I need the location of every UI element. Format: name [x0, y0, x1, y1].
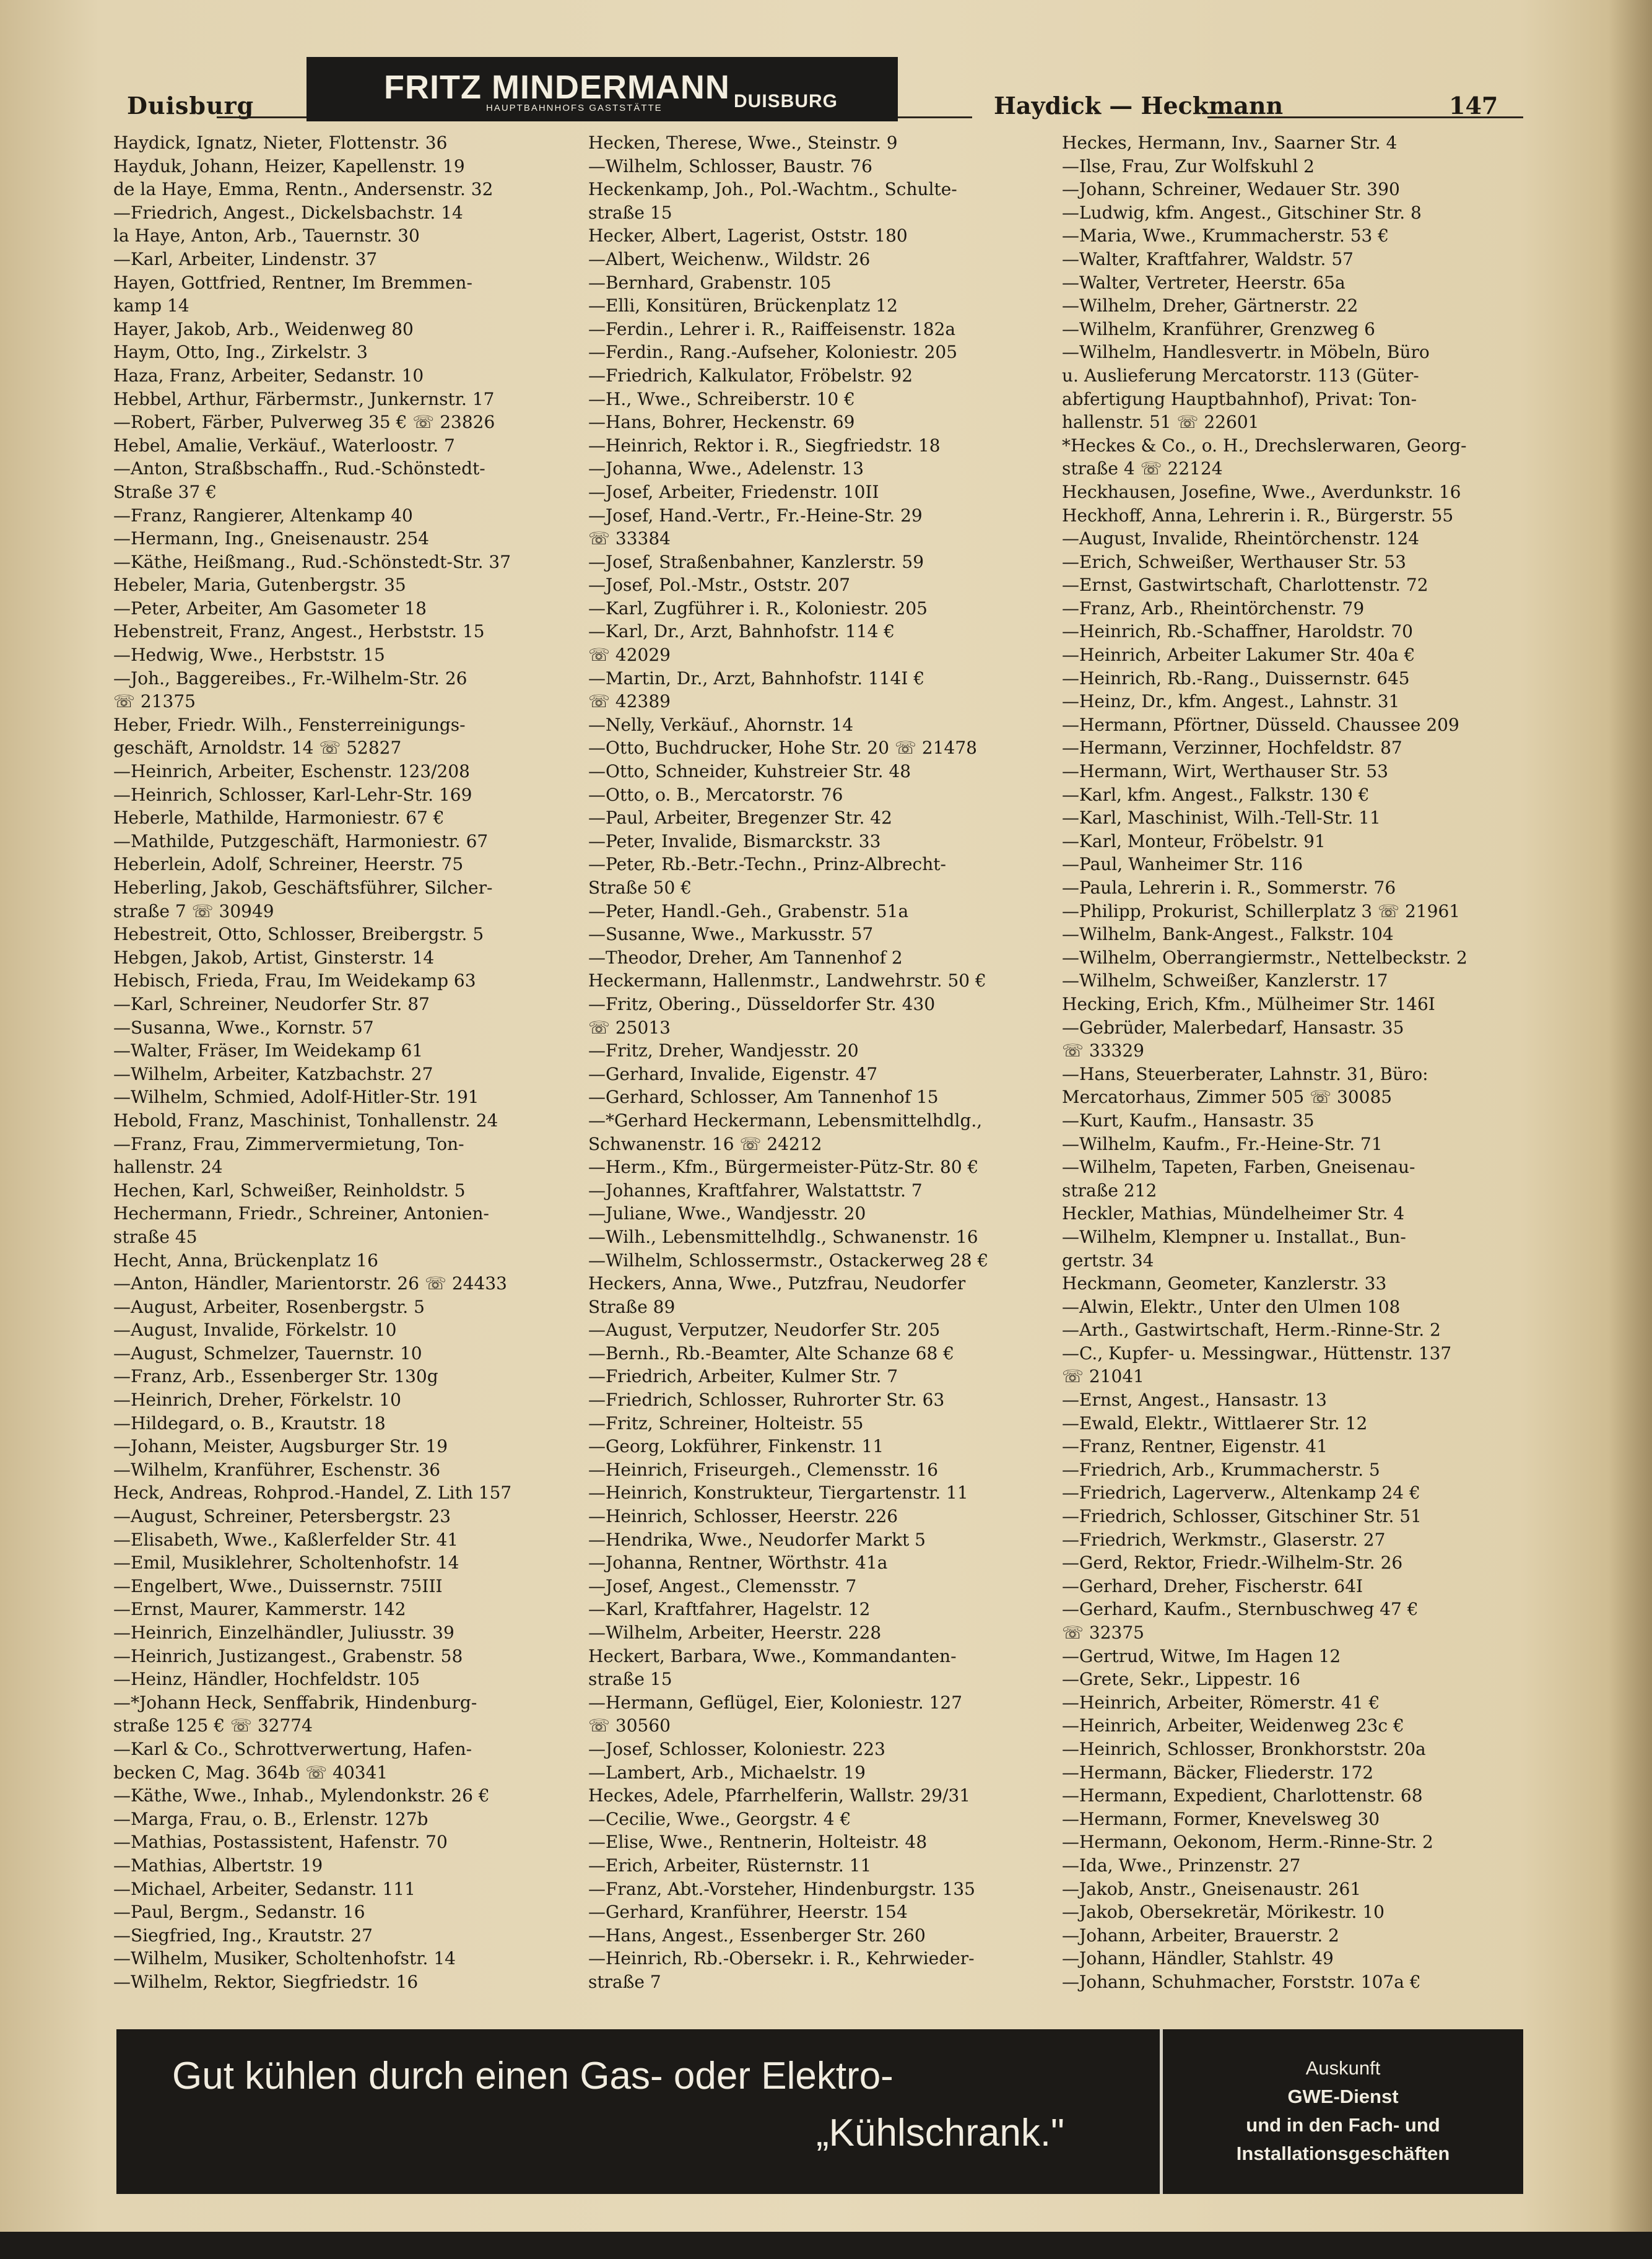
directory-entry: —Wilhelm, Schlossermstr., Ostackerweg 28 €: [588, 1250, 989, 1271]
directory-entry: —Bernh., Rb.-Beamter, Alte Schanze 68 €: [588, 1343, 955, 1364]
directory-entry: ☏ 33384: [588, 528, 671, 549]
directory-entry: —Marga, Frau, o. B., Erlenstr. 127b: [113, 1808, 428, 1829]
directory-entry: —Siegfried, Ing., Krautstr. 27: [113, 1925, 373, 1946]
directory-entry: Heckes, Hermann, Inv., Saarner Str. 4: [1062, 133, 1398, 153]
directory-entry: Heberlein, Adolf, Schreiner, Heerstr. 75: [113, 854, 464, 875]
directory-entry: —Jakob, Anstr., Gneisenaustr. 261: [1062, 1878, 1362, 1899]
directory-entry: —Franz, Rangierer, Altenkamp 40: [113, 505, 413, 526]
directory-entry: Schwanenstr. 16 ☏ 24212: [588, 1133, 822, 1154]
directory-entry: —Heinrich, Arbeiter, Eschenstr. 123/208: [113, 761, 470, 782]
directory-entry: —Hermann, Former, Knevelsweg 30: [1062, 1808, 1380, 1829]
directory-entry: —Susanna, Wwe., Kornstr. 57: [113, 1017, 374, 1038]
directory-entry: —Hermann, Ing., Gneisenaustr. 254: [113, 528, 430, 549]
directory-entry: —Friedrich, Angest., Dickelsbachstr. 14: [113, 202, 463, 223]
directory-entry: —Paul, Arbeiter, Bregenzer Str. 42: [588, 807, 892, 829]
directory-entry: —Gerhard, Kranführer, Heerstr. 154: [588, 1902, 908, 1923]
directory-entry: —Johann, Meister, Augsburger Str. 19: [113, 1436, 448, 1457]
directory-entry: gertstr. 34: [1062, 1250, 1154, 1271]
directory-entry: —Gertrud, Witwe, Im Hagen 12: [1062, 1645, 1341, 1666]
directory-entry: —Wilhelm, Tapeten, Farben, Gneisenau-: [1062, 1157, 1415, 1178]
header-advertisement: [306, 57, 898, 121]
directory-entry: —Heinrich, Konstrukteur, Tiergartenstr. 11: [588, 1482, 968, 1504]
directory-entry: —Elisabeth, Wwe., Kaßlerfelder Str. 41: [113, 1529, 459, 1550]
directory-entry: —Wilhelm, Dreher, Gärtnerstr. 22: [1062, 295, 1359, 316]
directory-entry: —Wilhelm, Schweißer, Kanzlerstr. 17: [1062, 970, 1388, 991]
directory-column-3: [1062, 131, 1529, 1992]
directory-entry: —Friedrich, Kalkulator, Fröbelstr. 92: [588, 365, 913, 386]
directory-entry: —Paula, Lehrerin i. R., Sommerstr. 76: [1062, 877, 1396, 898]
directory-entry: Heckenkamp, Joh., Pol.-Wachtm., Schulte-: [588, 179, 957, 200]
footer-ad-info-line: Installationsgeschäften: [1236, 2143, 1450, 2164]
directory-entry: —Johanna, Wwe., Adelenstr. 13: [588, 458, 864, 479]
directory-entry: —Bernhard, Grabenstr. 105: [588, 272, 832, 293]
directory-entry: Hebbel, Arthur, Färbermstr., Junkernstr. 17: [113, 388, 495, 409]
directory-entry: —August, Invalide, Förkelstr. 10: [113, 1320, 397, 1341]
directory-entry: —Gerhard, Invalide, Eigenstr. 47: [588, 1063, 878, 1084]
directory-entry: —Georg, Lokführer, Finkenstr. 11: [588, 1436, 884, 1457]
directory-entry: becken C, Mag. 364b ☏ 40341: [113, 1762, 388, 1783]
directory-entry: Hayduk, Johann, Heizer, Kapellenstr. 19: [113, 155, 465, 176]
directory-entry: ☏ 25013: [588, 1017, 671, 1038]
directory-entry: —Johann, Schuhmacher, Forststr. 107a €: [1062, 1971, 1421, 1992]
directory-entry: —Nelly, Verkäuf., Ahornstr. 14: [588, 714, 854, 735]
directory-entry: —Fritz, Schreiner, Holteistr. 55: [588, 1412, 864, 1434]
directory-entry: —Friedrich, Schlosser, Gitschiner Str. 51: [1062, 1506, 1422, 1527]
footer-ad-info-line: GWE-Dienst: [1287, 2086, 1399, 2107]
directory-entry: Heckert, Barbara, Wwe., Kommandanten-: [588, 1645, 957, 1666]
directory-entry: —Michael, Arbeiter, Sedanstr. 111: [113, 1878, 415, 1899]
directory-entry: —Josef, Angest., Clemensstr. 7: [588, 1575, 857, 1596]
directory-entry: —Heinrich, Justizangest., Grabenstr. 58: [113, 1645, 463, 1666]
directory-entry: Hecht, Anna, Brückenplatz 16: [113, 1250, 378, 1271]
directory-entry: Straße 37 €: [113, 481, 217, 502]
footer-ad-slogan-line-1: Gut kühlen durch einen Gas- oder Elektro-: [172, 2055, 893, 2097]
page-bottom-edge: [0, 2232, 1652, 2259]
directory-entry: —Peter, Arbeiter, Am Gasometer 18: [113, 598, 427, 619]
directory-entry: —Franz, Arb., Rheintörchenstr. 79: [1062, 598, 1365, 619]
directory-entry: —Karl, Maschinist, Wilh.-Tell-Str. 11: [1062, 807, 1381, 829]
directory-entry: —Karl, Arbeiter, Lindenstr. 37: [113, 248, 378, 269]
directory-entry: —Hans, Steuerberater, Lahnstr. 31, Büro:: [1062, 1063, 1428, 1084]
directory-entry: —Herm., Kfm., Bürgermeister-Pütz-Str. 80 €: [588, 1157, 979, 1178]
directory-entry: —Wilhelm, Schmied, Adolf-Hitler-Str. 191: [113, 1087, 479, 1108]
directory-entry: Hecking, Erich, Kfm., Mülheimer Str. 146I: [1062, 993, 1435, 1014]
directory-entry: —Anton, Straßbschaffn., Rud.-Schönstedt-: [113, 458, 485, 479]
directory-entry: Heckermann, Hallenmstr., Landwehrstr. 50 €: [588, 970, 986, 991]
directory-entry: —Peter, Invalide, Bismarckstr. 33: [588, 830, 881, 851]
directory-entry: straße 7 ☏ 30949: [113, 900, 274, 921]
directory-entry: —Heinrich, Rb.-Obersekr. i. R., Kehrwieder-: [588, 1948, 975, 1969]
header-rule-left: [217, 116, 310, 118]
directory-entry: —Engelbert, Wwe., Duissernstr. 75III: [113, 1575, 443, 1596]
directory-entry: —Wilhelm, Kranführer, Eschenstr. 36: [113, 1459, 441, 1480]
directory-entry: —Heinz, Dr., kfm. Angest., Lahnstr. 31: [1062, 691, 1400, 712]
directory-entry: —Ernst, Gastwirtschaft, Charlottenstr. 72: [1062, 575, 1428, 596]
directory-entry: ☏ 32375: [1062, 1622, 1144, 1643]
directory-entry: —Ernst, Angest., Hansastr. 13: [1062, 1390, 1327, 1411]
directory-entry: Heckers, Anna, Wwe., Putzfrau, Neudorfer: [588, 1273, 966, 1294]
directory-entry: Hebisch, Frieda, Frau, Im Weidekamp 63: [113, 970, 476, 991]
directory-entry: —Heinrich, Schlosser, Karl-Lehr-Str. 169: [113, 784, 472, 805]
directory-entry: —Heinrich, Schlosser, Heerstr. 226: [588, 1506, 898, 1527]
directory-entry: Heckhausen, Josefine, Wwe., Averdunkstr. 16: [1062, 481, 1461, 502]
directory-entry: —Jakob, Obersekretär, Mörikestr. 10: [1062, 1902, 1385, 1923]
directory-entry: —Wilhelm, Schlosser, Baustr. 76: [588, 155, 872, 176]
directory-entry: —Wilhelm, Musiker, Scholtenhofstr. 14: [113, 1948, 456, 1969]
directory-entry: ☏ 42029: [588, 645, 671, 666]
directory-entry: —Ilse, Frau, Zur Wolfskuhl 2: [1062, 155, 1315, 176]
directory-entry: —Arth., Gastwirtschaft, Herm.-Rinne-Str. 2: [1062, 1320, 1441, 1341]
directory-entry: —Franz, Rentner, Eigenstr. 41: [1062, 1436, 1328, 1457]
directory-entry: —Franz, Frau, Zimmervermietung, Ton-: [113, 1133, 464, 1154]
directory-entry: —Maria, Wwe., Krummacherstr. 53 €: [1062, 225, 1389, 246]
directory-entry: —Hermann, Expedient, Charlottenstr. 68: [1062, 1785, 1423, 1806]
directory-entry: —Heinrich, Rb.-Schaffner, Haroldstr. 70: [1062, 621, 1413, 642]
directory-entry: straße 125 € ☏ 32774: [113, 1715, 313, 1736]
directory-entry: Heckhoff, Anna, Lehrerin i. R., Bürgerstr. 55: [1062, 505, 1454, 526]
directory-entry: straße 15: [588, 1669, 672, 1690]
directory-entry: —Gerhard, Dreher, Fischerstr. 64I: [1062, 1575, 1363, 1596]
directory-entry: Hebold, Franz, Maschinist, Tonhallenstr. 24: [113, 1110, 498, 1131]
directory-entry: straße 45: [113, 1226, 198, 1247]
directory-entry: —Karl, Schreiner, Neudorfer Str. 87: [113, 993, 430, 1014]
directory-entry: —Fritz, Obering., Düsseldorfer Str. 430: [588, 993, 936, 1014]
directory-entry: —Friedrich, Arbeiter, Kulmer Str. 7: [588, 1366, 898, 1387]
directory-entry: Straße 89: [588, 1296, 676, 1317]
directory-entry: —Wilhelm, Arbeiter, Katzbachstr. 27: [113, 1063, 433, 1084]
directory-entry: —Josef, Pol.-Mstr., Oststr. 207: [588, 575, 851, 596]
directory-entry: Heckler, Mathias, Mündelheimer Str. 4: [1062, 1203, 1405, 1224]
directory-entry: —August, Invalide, Rheintörchenstr. 124: [1062, 528, 1420, 549]
directory-entry: straße 7: [588, 1971, 661, 1992]
directory-entry: —Lambert, Arb., Michaelstr. 19: [588, 1762, 866, 1783]
footer-ad-info-line: Auskunft: [1305, 2057, 1381, 2079]
directory-entry: —Walter, Kraftfahrer, Waldstr. 57: [1062, 248, 1354, 269]
directory-entry: —Heinrich, Einzelhändler, Juliusstr. 39: [113, 1622, 454, 1643]
directory-entry: —Hermann, Bäcker, Fliederstr. 172: [1062, 1762, 1374, 1783]
directory-entry: —Heinrich, Rektor i. R., Siegfriedstr. 18: [588, 435, 941, 456]
directory-entry: —Peter, Rb.-Betr.-Techn., Prinz-Albrecht-: [588, 854, 946, 875]
directory-entry: —Mathias, Albertstr. 19: [113, 1855, 323, 1876]
directory-entry: u. Auslieferung Mercatorstr. 113 (Güter-: [1062, 365, 1419, 386]
directory-entry: —Ernst, Maurer, Kammerstr. 142: [113, 1599, 406, 1620]
directory-entry: ☏ 30560: [588, 1715, 671, 1736]
directory-entry: —Cecilie, Wwe., Georgstr. 4 €: [588, 1808, 851, 1829]
directory-entry: —Franz, Abt.-Vorsteher, Hindenburgstr. 135: [588, 1878, 975, 1899]
directory-entry: ☏ 21041: [1062, 1366, 1144, 1387]
directory-entry: —Josef, Schlosser, Koloniestr. 223: [588, 1738, 885, 1759]
directory-entry: —Karl, Zugführer i. R., Koloniestr. 205: [588, 598, 928, 619]
directory-entry: ☏ 33329: [1062, 1040, 1144, 1061]
directory-entry: —Hermann, Wirt, Werthauser Str. 53: [1062, 761, 1389, 782]
directory-entry: —Peter, Handl.-Geh., Grabenstr. 51a: [588, 900, 909, 921]
directory-entry: —Robert, Färber, Pulverweg 35 € ☏ 23826: [113, 412, 495, 433]
directory-entry: —Käthe, Heißmang., Rud.-Schönstedt-Str. 37: [113, 551, 511, 572]
directory-entry: —Hermann, Oekonom, Herm.-Rinne-Str. 2: [1062, 1832, 1433, 1853]
directory-entry: —Karl, kfm. Angest., Falkstr. 130 €: [1062, 784, 1370, 805]
directory-entry: —Ida, Wwe., Prinzenstr. 27: [1062, 1855, 1301, 1876]
directory-entry: Hebenstreit, Franz, Angest., Herbststr. 15: [113, 621, 485, 642]
directory-entry: —Gerhard, Schlosser, Am Tannenhof 15: [588, 1087, 939, 1108]
directory-entry: Hechen, Karl, Schweißer, Reinholdstr. 5: [113, 1180, 466, 1201]
directory-entry: —Wilhelm, Kaufm., Fr.-Heine-Str. 71: [1062, 1133, 1383, 1154]
directory-entry: —Friedrich, Werkmstr., Glaserstr. 27: [1062, 1529, 1386, 1550]
directory-entry: —Ferdin., Lehrer i. R., Raiffeisenstr. 182a: [588, 318, 956, 339]
directory-entry: straße 4 ☏ 22124: [1062, 458, 1223, 479]
directory-entry: —Hermann, Geflügel, Eier, Koloniestr. 127: [588, 1692, 963, 1713]
directory-entry: —August, Schmelzer, Tauernstr. 10: [113, 1343, 422, 1364]
directory-entry: Heck, Andreas, Rohprod.-Handel, Z. Lith 157: [113, 1482, 512, 1504]
directory-column-2: [588, 131, 1050, 1992]
directory-entry: —Theodor, Dreher, Am Tannenhof 2: [588, 947, 903, 968]
directory-entry: —Otto, Buchdrucker, Hohe Str. 20 ☏ 21478: [588, 738, 977, 759]
directory-entry: —Walter, Fräser, Im Weidekamp 61: [113, 1040, 424, 1061]
directory-entry: Haym, Otto, Ing., Zirkelstr. 3: [113, 342, 368, 363]
header-rule-right-a: [898, 116, 972, 118]
directory-entry: —Martin, Dr., Arzt, Bahnhofstr. 114I €: [588, 668, 925, 689]
directory-entry: —Friedrich, Arb., Krummacherstr. 5: [1062, 1459, 1380, 1480]
directory-entry: —Gerd, Rektor, Friedr.-Wilhelm-Str. 26: [1062, 1552, 1403, 1573]
directory-entry: —Wilhelm, Handlesvertr. in Möbeln, Büro: [1062, 342, 1430, 363]
directory-entry: *Heckes & Co., o. H., Drechslerwaren, Georg-: [1062, 435, 1467, 456]
directory-entry: —August, Arbeiter, Rosenbergstr. 5: [113, 1296, 425, 1317]
directory-entry: —Fritz, Dreher, Wandjesstr. 20: [588, 1040, 859, 1061]
directory-entry: Heckmann, Geometer, Kanzlerstr. 33: [1062, 1273, 1387, 1294]
directory-entry: —Friedrich, Schlosser, Ruhrorter Str. 63: [588, 1390, 945, 1411]
directory-entry: —Otto, o. B., Mercatorstr. 76: [588, 784, 843, 805]
directory-entry: —*Johann Heck, Senffabrik, Hindenburg-: [113, 1692, 477, 1713]
directory-entry: —Emil, Musiklehrer, Scholtenhofstr. 14: [113, 1552, 459, 1573]
directory-entry: —Karl & Co., Schrottverwertung, Hafen-: [113, 1738, 472, 1759]
directory-entry: hallenstr. 51 ☏ 22601: [1062, 412, 1259, 433]
directory-entry: —Hedwig, Wwe., Herbststr. 15: [113, 645, 385, 666]
ad-subtitle: HAUPTBAHNHOFS GASTSTÄTTE: [486, 103, 663, 113]
directory-entry: —Heinrich, Arbeiter, Römerstr. 41 €: [1062, 1692, 1380, 1713]
directory-entry: —Johann, Händler, Stahlstr. 49: [1062, 1948, 1334, 1969]
directory-entry: —Paul, Bergm., Sedanstr. 16: [113, 1902, 365, 1923]
directory-entry: —Josef, Arbeiter, Friedenstr. 10II: [588, 481, 879, 502]
directory-entry: Heckes, Adele, Pfarrhelferin, Wallstr. 29/31: [588, 1785, 971, 1806]
directory-entry: —Wilhelm, Oberrangiermstr., Nettelbeckstr. 2: [1062, 947, 1467, 968]
footer-ad-slogan-line-2: „Kühlschrank.": [816, 2112, 1065, 2154]
directory-entry: Heber, Friedr. Wilh., Fensterreinigungs-: [113, 714, 466, 735]
directory-entry: —Gebrüder, Malerbedarf, Hansastr. 35: [1062, 1017, 1404, 1038]
directory-entry: —Alwin, Elektr., Unter den Ulmen 108: [1062, 1296, 1401, 1317]
directory-entry: —Ferdin., Rang.-Aufseher, Koloniestr. 205: [588, 342, 958, 363]
page-number: 147: [1449, 92, 1498, 120]
directory-entry: ☏ 42389: [588, 691, 671, 712]
directory-entry: —Käthe, Wwe., Inhab., Mylendonkstr. 26 €: [113, 1785, 490, 1806]
directory-entry: —Joh., Baggereibes., Fr.-Wilhelm-Str. 26: [113, 668, 467, 689]
page-spine-shadow: [1609, 0, 1652, 2259]
directory-entry: Hebel, Amalie, Verkäuf., Waterloostr. 7: [113, 435, 455, 456]
footer-ad-info: [1163, 2054, 1523, 2168]
directory-entry: —Wilhelm, Rektor, Siegfriedstr. 16: [113, 1971, 419, 1992]
directory-entry: —Erich, Arbeiter, Rüsternstr. 11: [588, 1855, 872, 1876]
directory-entry: Straße 50 €: [588, 877, 692, 898]
directory-entry: —August, Schreiner, Petersbergstr. 23: [113, 1506, 451, 1527]
directory-entry: Haydick, Ignatz, Nieter, Flottenstr. 36: [113, 133, 448, 153]
directory-entry: hallenstr. 24: [113, 1157, 223, 1178]
directory-entry: —Grete, Sekr., Lippestr. 16: [1062, 1669, 1300, 1690]
directory-entry: straße 15: [588, 202, 672, 223]
directory-entry: —August, Verputzer, Neudorfer Str. 205: [588, 1320, 941, 1341]
footer-ad-info-line: und in den Fach- und: [1246, 2114, 1440, 2136]
footer-advertisement: [116, 2029, 1523, 2194]
directory-entry: —Heinrich, Friseurgeh., Clemensstr. 16: [588, 1459, 939, 1480]
directory-entry: geschäft, Arnoldstr. 14 ☏ 52827: [113, 738, 402, 759]
directory-entry: —Karl, Monteur, Fröbelstr. 91: [1062, 830, 1326, 851]
directory-entry: —*Gerhard Heckermann, Lebensmittelhdlg.,: [588, 1110, 983, 1131]
directory-entry: Hebeler, Maria, Gutenbergstr. 35: [113, 575, 406, 596]
directory-entry: —Josef, Straßenbahner, Kanzlerstr. 59: [588, 551, 924, 572]
directory-entry: —Friedrich, Lagerverw., Altenkamp 24 €: [1062, 1482, 1420, 1504]
header-running-title: Haydick — Heckmann: [994, 92, 1284, 120]
directory-entry: —Hans, Bohrer, Heckenstr. 69: [588, 412, 855, 433]
directory-entry: —Erich, Schweißer, Werthauser Str. 53: [1062, 551, 1406, 572]
directory-entry: —Karl, Dr., Arzt, Bahnhofstr. 114 €: [588, 621, 895, 642]
directory-entry: Hechermann, Friedr., Schreiner, Antonien-: [113, 1203, 489, 1224]
directory-entry: —Ludwig, kfm. Angest., Gitschiner Str. 8: [1062, 202, 1422, 223]
directory-entry: —Wilhelm, Kranführer, Grenzweg 6: [1062, 318, 1375, 339]
directory-entry: —Ewald, Elektr., Wittlaerer Str. 12: [1062, 1412, 1368, 1434]
directory-entry: —Albert, Weichenw., Wildstr. 26: [588, 248, 871, 269]
directory-entry: Hecken, Therese, Wwe., Steinstr. 9: [588, 133, 898, 153]
directory-entry: de la Haye, Emma, Rentn., Andersenstr. 32: [113, 179, 493, 200]
directory-entry: Hayer, Jakob, Arb., Weidenweg 80: [113, 318, 414, 339]
directory-entry: —Susanne, Wwe., Markusstr. 57: [588, 924, 874, 945]
directory-entry: —Johann, Arbeiter, Brauerstr. 2: [1062, 1925, 1339, 1946]
directory-entry: —Gerhard, Kaufm., Sternbuschweg 47 €: [1062, 1599, 1419, 1620]
header-city: Duisburg: [127, 92, 254, 120]
directory-entry: —Paul, Wanheimer Str. 116: [1062, 854, 1303, 875]
directory-entry: —Hermann, Pförtner, Düsseld. Chaussee 209: [1062, 714, 1459, 735]
directory-entry: —Karl, Kraftfahrer, Hagelstr. 12: [588, 1599, 871, 1620]
directory-entry: Hebestreit, Otto, Schlosser, Breibergstr. 5: [113, 924, 484, 945]
ad-brand-name: FRITZ MINDERMANN: [384, 69, 730, 106]
directory-entry: —Heinz, Händler, Hochfeldstr. 105: [113, 1669, 420, 1690]
directory-entry: ☏ 21375: [113, 691, 196, 712]
directory-entry: —Mathias, Postassistent, Hafenstr. 70: [113, 1832, 448, 1853]
directory-entry: —Heinrich, Dreher, Förkelstr. 10: [113, 1390, 401, 1411]
directory-entry: —Josef, Hand.-Vertr., Fr.-Heine-Str. 29: [588, 505, 923, 526]
directory-entry: straße 212: [1062, 1180, 1157, 1201]
directory-entry: —Kurt, Kaufm., Hansastr. 35: [1062, 1110, 1315, 1131]
directory-entry: Haza, Franz, Arbeiter, Sedanstr. 10: [113, 365, 424, 386]
directory-entry: —H., Wwe., Schreiberstr. 10 €: [588, 388, 855, 409]
directory-entry: —Wilhelm, Klempner u. Installat., Bun-: [1062, 1226, 1406, 1247]
directory-entry: kamp 14: [113, 295, 189, 316]
directory-entry: —Hermann, Verzinner, Hochfeldstr. 87: [1062, 738, 1402, 759]
directory-entry: Hayen, Gottfried, Rentner, Im Bremmen-: [113, 272, 472, 293]
directory-entry: Heberle, Mathilde, Harmoniestr. 67 €: [113, 807, 445, 829]
directory-entry: —Hans, Angest., Essenberger Str. 260: [588, 1925, 926, 1946]
directory-entry: —Mathilde, Putzgeschäft, Harmoniestr. 67: [113, 830, 489, 851]
directory-entry: —Philipp, Prokurist, Schillerplatz 3 ☏ 21961: [1062, 900, 1461, 921]
directory-entry: —Wilhelm, Bank-Angest., Falkstr. 104: [1062, 924, 1394, 945]
directory-entry: —Heinrich, Arbeiter Lakumer Str. 40a €: [1062, 645, 1415, 666]
directory-entry: —Heinrich, Schlosser, Bronkhorststr. 20a: [1062, 1738, 1426, 1759]
directory-entry: —Hendrika, Wwe., Neudorfer Markt 5: [588, 1529, 926, 1550]
directory-entry: —Johanna, Rentner, Wörthstr. 41a: [588, 1552, 888, 1573]
directory-entry: —Heinrich, Rb.-Rang., Duissernstr. 645: [1062, 668, 1410, 689]
directory-entry: Hecker, Albert, Lagerist, Oststr. 180: [588, 225, 908, 246]
directory-entry: —Elli, Konsitüren, Brückenplatz 12: [588, 295, 898, 316]
directory-entry: Hebgen, Jakob, Artist, Ginsterstr. 14: [113, 947, 435, 968]
directory-column-1: [113, 131, 581, 1992]
ad-city: DUISBURG: [734, 91, 838, 111]
directory-entry: —Heinrich, Arbeiter, Weidenweg 23c €: [1062, 1715, 1404, 1736]
directory-entry: —Juliane, Wwe., Wandjesstr. 20: [588, 1203, 866, 1224]
directory-entry: Mercatorhaus, Zimmer 505 ☏ 30085: [1062, 1087, 1393, 1108]
directory-entry: —Walter, Vertreter, Heerstr. 65a: [1062, 272, 1346, 293]
directory-entry: —Johannes, Kraftfahrer, Walstattstr. 7: [588, 1180, 923, 1201]
directory-entry: —Hildegard, o. B., Krautstr. 18: [113, 1412, 386, 1434]
directory-entry: —Johann, Schreiner, Wedauer Str. 390: [1062, 179, 1400, 200]
directory-entry: —Wilh., Lebensmittelhdlg., Schwanenstr. 16: [588, 1226, 978, 1247]
directory-entry: —Elise, Wwe., Rentnerin, Holteistr. 48: [588, 1832, 928, 1853]
directory-entry: —Wilhelm, Arbeiter, Heerstr. 228: [588, 1622, 882, 1643]
directory-entry: Heberling, Jakob, Geschäftsführer, Silcher-: [113, 877, 493, 898]
directory-entry: —Otto, Schneider, Kuhstreier Str. 48: [588, 761, 911, 782]
directory-entry: —Franz, Arb., Essenberger Str. 130g: [113, 1366, 438, 1387]
directory-entry: —C., Kupfer- u. Messingwar., Hüttenstr. 137: [1062, 1343, 1452, 1364]
directory-entry: la Haye, Anton, Arb., Tauernstr. 30: [113, 225, 420, 246]
directory-entry: abfertigung Hauptbahnhof), Privat: Ton-: [1062, 388, 1417, 409]
directory-entry: —Anton, Händler, Marientorstr. 26 ☏ 24433: [113, 1273, 507, 1294]
